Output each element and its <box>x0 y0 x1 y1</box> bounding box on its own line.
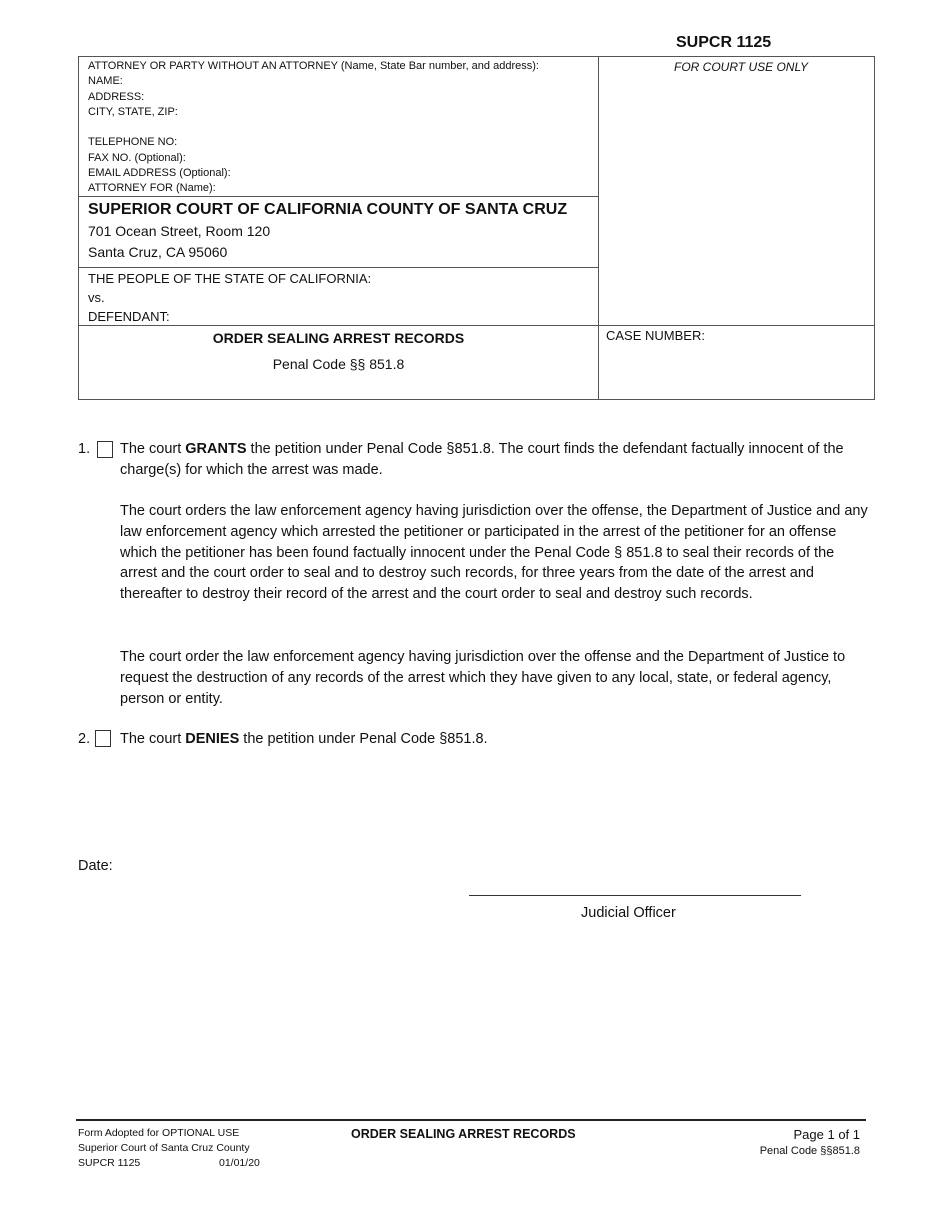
court-address-line-1: 701 Ocean Street, Room 120 <box>88 223 271 239</box>
caption-box <box>78 56 875 400</box>
deny-checkbox[interactable] <box>95 730 111 747</box>
item-1-text-before: The court <box>120 441 186 457</box>
case-number-field[interactable]: CASE NUMBER: <box>606 328 705 343</box>
footer-court-name: Superior Court of Santa Cruz County <box>78 1142 250 1154</box>
attorney-fax-field[interactable]: FAX NO. (Optional): <box>88 151 186 164</box>
footer-title: ORDER SEALING ARREST RECORDS <box>351 1127 576 1141</box>
plaintiff-label: THE PEOPLE OF THE STATE OF CALIFORNIA: <box>88 271 372 286</box>
attorney-name-field[interactable]: NAME: <box>88 75 123 88</box>
item-1-text-after: the petition under Penal Code §851.8. The court finds the defendant factually innocent of the charge(s) for which the arrest was made. <box>120 441 844 478</box>
footer-revision-date: 01/01/20 <box>219 1157 260 1169</box>
footer-rule <box>76 1119 866 1121</box>
item-1-number: 1. <box>78 441 91 457</box>
caption-divider-vertical <box>598 57 599 399</box>
item-2-text <box>120 729 870 750</box>
footer-form-row <box>78 1156 260 1171</box>
form-subtitle: Penal Code §§ 851.8 <box>272 356 405 372</box>
item-1-text <box>120 439 870 481</box>
court-use-label: FOR COURT USE ONLY <box>674 60 809 74</box>
item-2-number: 2. <box>78 731 91 747</box>
attorney-heading: ATTORNEY OR PARTY WITHOUT AN ATTORNEY (Name, State Bar number, and address): <box>88 60 539 72</box>
form-id: SUPCR 1125 <box>676 34 772 51</box>
item-2-text-before: The court <box>120 731 186 747</box>
footer-right-block <box>700 1127 860 1159</box>
vs-label: vs. <box>88 290 105 305</box>
attorney-for-field[interactable]: ATTORNEY FOR (Name): <box>88 182 216 195</box>
page-number: Page 1 of 1 <box>793 1127 860 1142</box>
footer-penal-code: Penal Code §§851.8 <box>759 1145 860 1157</box>
court-address-line-2: Santa Cruz, CA 95060 <box>88 244 228 260</box>
footer-left-block <box>78 1126 260 1171</box>
footer-adoption-note: Form Adopted for OPTIONAL USE <box>78 1127 240 1139</box>
judicial-officer-label: Judicial Officer <box>581 905 676 921</box>
court-name: SUPERIOR COURT OF CALIFORNIA COUNTY OF SANTA CRUZ <box>88 201 568 218</box>
attorney-info-block <box>88 59 539 197</box>
form-title-block <box>79 327 598 374</box>
court-info-block <box>88 199 567 263</box>
signature-line[interactable] <box>469 895 801 896</box>
attorney-email-field[interactable]: EMAIL ADDRESS (Optional): <box>88 167 231 180</box>
attorney-telephone-field[interactable]: TELEPHONE NO: <box>88 136 178 149</box>
item-2-text-after: the petition under Penal Code §851.8. <box>239 731 488 747</box>
attorney-spacer <box>88 120 539 135</box>
form-title: ORDER SEALING ARREST RECORDS <box>212 330 465 346</box>
defendant-field[interactable]: DEFENDANT: <box>88 309 170 324</box>
item-1-paragraph-2: The court orders the law enforcement agency having jurisdiction over the offense, the Department of Justice and any law enforcement agency which arrested the petitioner or participated in the arrest of the petitioner for an offense which the petitioner has been found factually innocent under the Penal Code § 851.8 to seal their records of the arrest and the court order to seal and to destroy such records, for three years from the date of the arrest and thereafter to destroy their record of the arrest and the court order to seal and destroy such records. <box>120 503 868 603</box>
grants-keyword: GRANTS <box>185 441 247 457</box>
attorney-address-field[interactable]: ADDRESS: <box>88 90 145 103</box>
date-field[interactable]: Date: <box>78 858 113 874</box>
caption-divider <box>79 267 598 268</box>
attorney-city-field[interactable]: CITY, STATE, ZIP: <box>88 105 178 118</box>
parties-block <box>88 269 371 326</box>
footer-form-id: SUPCR 1125 <box>78 1157 141 1169</box>
grant-checkbox[interactable] <box>97 441 113 458</box>
item-1-paragraph-3: The court order the law enforcement agency having jurisdiction over the offense and the Department of Justice to request the destruction of any records of the arrest which they have given to any local, state, or federal agency, person or entity. <box>120 649 846 707</box>
denies-keyword: DENIES <box>185 731 240 747</box>
